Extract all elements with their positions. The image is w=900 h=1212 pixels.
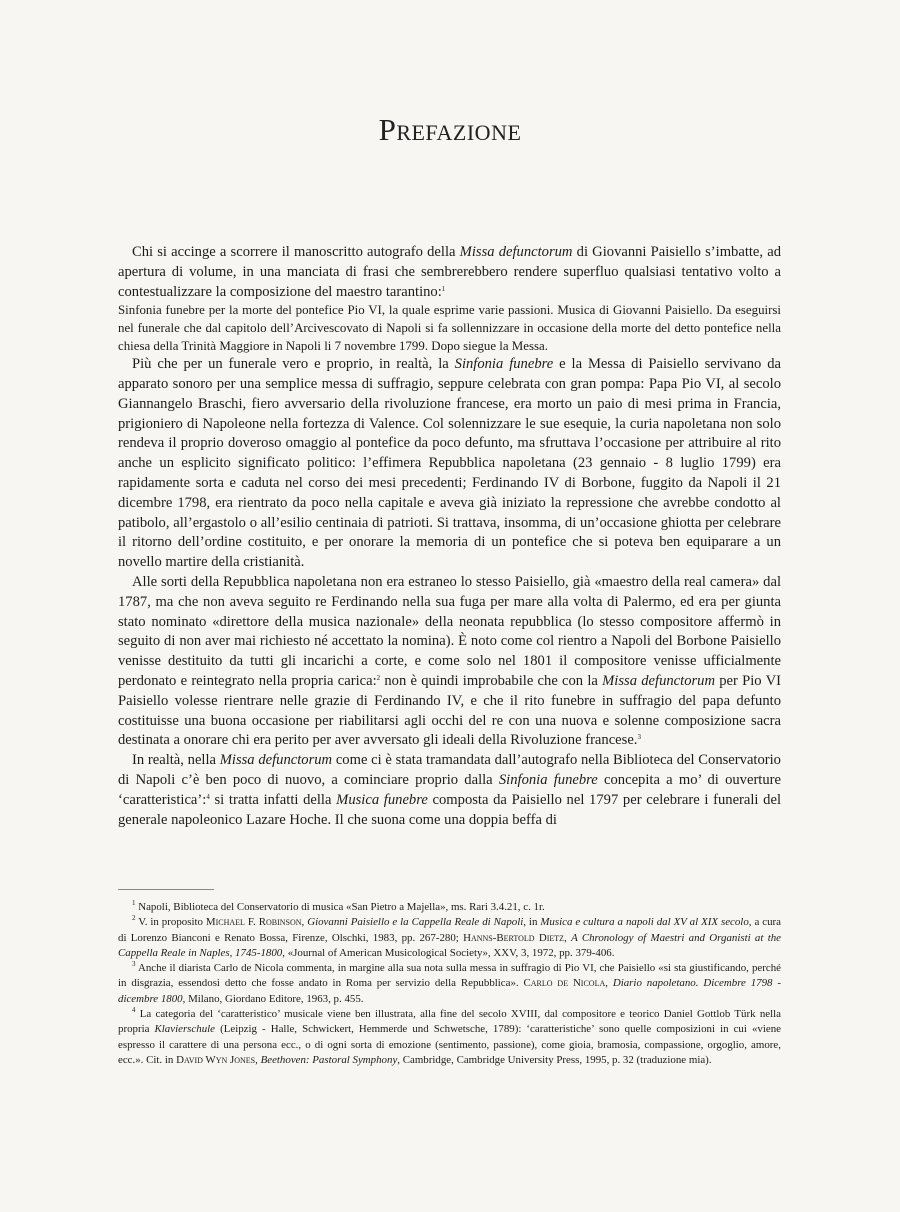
- text-run: , «Journal of American Musicological Society», XXV, 3, 1972, pp. 379-406.: [282, 946, 615, 959]
- footnote-ref[interactable]: 2: [376, 673, 381, 682]
- paragraph-1: [118, 243, 781, 302]
- block-quote: Sinfonia funebre per la morte del pontefice Pio VI, la quale esprime varie passioni. Musica di Giovanni Paisiello. Da eseguirsi nel funerale che dal capitolo dell’Arcivescovato di Napoli si fa sollennizzare in occasione della morte del detto pontefice nella chiesa della Trinità Maggiore in Napoli li 7 novembre 1799. Dopo siegue la Messa.: [118, 303, 781, 353]
- text-run: concepita a mo’ di ouverture ‘caratteristica’:: [118, 771, 781, 808]
- author-name: Carlo de Nicola: [523, 977, 606, 990]
- text-run: per Pio VI Paisiello volesse rientrare nelle grazie di Ferdinando IV, e che il rito funebre in suffragio del papa defunto costituisse una buona occasione per riabilitarsi agli occhi del re con una nuova e solenne composizione sacra destinata a onorare chi era perito per aver avversato gli ideali della Rivoluzione francese.: [118, 672, 781, 749]
- footnote-number: 3: [132, 960, 136, 969]
- paragraph-4: [118, 751, 781, 830]
- author-name: Michael F. Robinson: [205, 916, 302, 929]
- italic-title: Giovanni Paisiello e la Cappella Reale di Napoli: [307, 916, 524, 929]
- text-run: non è quindi improbabile che con la: [380, 672, 603, 689]
- text-run: La categoria del ‘caratteristico’ musicale viene ben illustrata, alla fine del secolo XVIII, dal compositore e teorico Daniel Gottlob Türk nella propria: [118, 1008, 781, 1036]
- paragraph-3: [118, 573, 781, 751]
- italic-title: Musica funebre: [336, 791, 428, 808]
- text-run: , in: [523, 916, 541, 929]
- text-run: V. in proposito: [135, 916, 206, 929]
- author-name: David Wyn Jones: [176, 1053, 256, 1066]
- italic-title: Missa defunctorum: [219, 752, 333, 769]
- text-run: , a cura di Lorenzo Bianconi e Renato Bossa, Firenze, Olschki, 1983, pp. 267-280;: [118, 916, 781, 944]
- footnote-ref[interactable]: 4: [206, 792, 210, 801]
- author-name: Hanns-Bertold Dietz: [463, 931, 565, 944]
- footnote-3: [118, 961, 781, 1007]
- footnote-4: [118, 1007, 781, 1068]
- italic-title: Diario napoletano. Dicembre 1798 - dicembre 1800: [118, 977, 781, 1005]
- text-run: ,: [255, 1053, 261, 1066]
- text-run: come ci è stata tramandata dall’autografo nella Biblioteca del Conservatorio di Napoli c’è ben poco di nuovo, a cominciare proprio dalla: [118, 752, 781, 788]
- text-run: In realtà, nella: [132, 752, 220, 769]
- italic-title: Beethoven: Pastoral Symphony: [260, 1053, 398, 1066]
- text-run: di Giovanni Paisiello s’imbatte, ad apertura di volume, in una manciata di frasi che sembrerebbero rendere superfluo qualsiasi tentativo volto a contestualizzare la composizione del maestro tarantino:: [118, 244, 781, 300]
- text-run: ,: [301, 916, 308, 929]
- italic-title: Missa defunctorum: [459, 244, 573, 260]
- italic-title: Missa defunctorum: [602, 672, 716, 689]
- text-run: Napoli, Biblioteca del Conservatorio di musica «San Pietro a Majella», ms. Rari 3.4.21, c. 1r.: [135, 901, 545, 913]
- text-run: si tratta infatti della: [209, 791, 337, 808]
- footnote-ref[interactable]: 1: [441, 284, 446, 293]
- italic-title: Sinfonia funebre: [498, 771, 598, 788]
- footnote-number: 2: [132, 914, 136, 923]
- footnotes: [118, 900, 781, 1068]
- footnote-1: [118, 900, 781, 915]
- text-run: Anche il diarista Carlo de Nicola commenta, in margine alla sua nota sulla messa in suffragio di Pio VI, che Paisiello «si sta giustificando, perché in disgrazia, essendosi detto che fosse andato in Roma per servizio della Repubblica».: [118, 962, 781, 990]
- text-run: , Cambridge, Cambridge University Press, 1995, p. 32 (traduzione mia).: [397, 1053, 712, 1066]
- text-run: Chi si accinge a scorrere il manoscritto autografo della: [132, 244, 460, 260]
- footnote-divider: [118, 889, 214, 890]
- italic-title: Sinfonia funebre: [454, 356, 554, 373]
- text-run: composta da Paisiello nel 1797 per celebrare i funerali del generale napoleonico Lazare Hoche. Il che suona come una doppia beffa di: [118, 791, 782, 828]
- footnote-2: [118, 915, 781, 961]
- text-run: , Milano, Giordano Editore, 1963, p. 455.: [182, 992, 364, 1005]
- text-run: Alle sorti della Repubblica napoletana non era estraneo lo stesso Paisiello, già «maestro della real camera» dal 1787, ma che non aveva seguito re Ferdinando nella sua fuga per mare alla volta di Palermo, ed era per giunta stato nominato «direttore della musica nazionale» della neonata repubblica (lo stesso compositore affermò in seguito di non aver mai richiesto né accettato la nomina). È noto come col rientro a Napoli del Borbone Paisiello venisse destituito da tutti gli incarichi a corte, e come solo nel 1801 il compositore venisse ufficialmente perdonato e reintegrato nella propria carica:: [118, 573, 781, 689]
- footnote-number: 1: [132, 899, 136, 907]
- footnote-ref[interactable]: 3: [637, 733, 641, 742]
- italic-title: A Chronology of Maestri and Organisti at the Cappella Reale in Naples, 1745-1800: [118, 931, 781, 959]
- text-run: Più che per un funerale vero e proprio, in realtà, la: [132, 356, 455, 373]
- page-title: Prefazione: [378, 112, 522, 147]
- footnote-number: 4: [132, 1006, 136, 1015]
- text-run: ,: [605, 977, 613, 990]
- paragraph-2: [118, 355, 781, 573]
- text-run: (Leipzig - Halle, Schwickert, Hemmerde und Schwetsche, 1789): ‘caratteristiche’ sono quelle composizioni in cui «viene espresso il carattere di una persona ecc., o di ogni sorta di emozione (sentimento, passione), come gioia, bramosia, compassione, orgoglio, amore, ecc.». Cit. in: [118, 1023, 782, 1066]
- text-run: ,: [564, 931, 572, 944]
- text-run: e la Messa di Paisiello servivano da apparato sonoro per una semplice messa di suffragio, seppure celebrata con gran pompa: Papa Pio VI, al secolo Giannangelo Braschi, fiero avversario della rivoluzione francese, era morto un paio di mesi prima in Francia, prigioniero di Napoleone nella fortezza di Valence. Col solennizzare le sue esequie, la curia napoletana non solo rendeva il proprio doveroso omaggio al pontefice da poco defunto, ma sfruttava l’occasione per attribuire al rito anche un esplicito significato politico: l’effimera Repubblica napoletana (23 gennaio - 8 luglio 1799) era rapidamente sorta e caduta nel corso dei mesi precedenti; Ferdinando IV di Borbone, fuggito da Napoli il 21 dicembre 1798, era rientrato da poco nella capitale e aveva già iniziato la repressione che avrebbe condotto al patibolo, all’ergastolo o all’esilio centinaia di patrioti. Si trattava, insomma, di un’occasione ghiotta per celebrare il ritorno dell’ordine costituito, e per onorare la memoria di un pontefice che si poteva ben equiparare a un novello martire della cristianità.: [118, 356, 781, 571]
- main-text: [118, 243, 781, 830]
- italic-title: Klavierschule: [154, 1023, 216, 1036]
- italic-title: Musica e cultura a napoli dal XV al XIX secolo: [540, 916, 749, 929]
